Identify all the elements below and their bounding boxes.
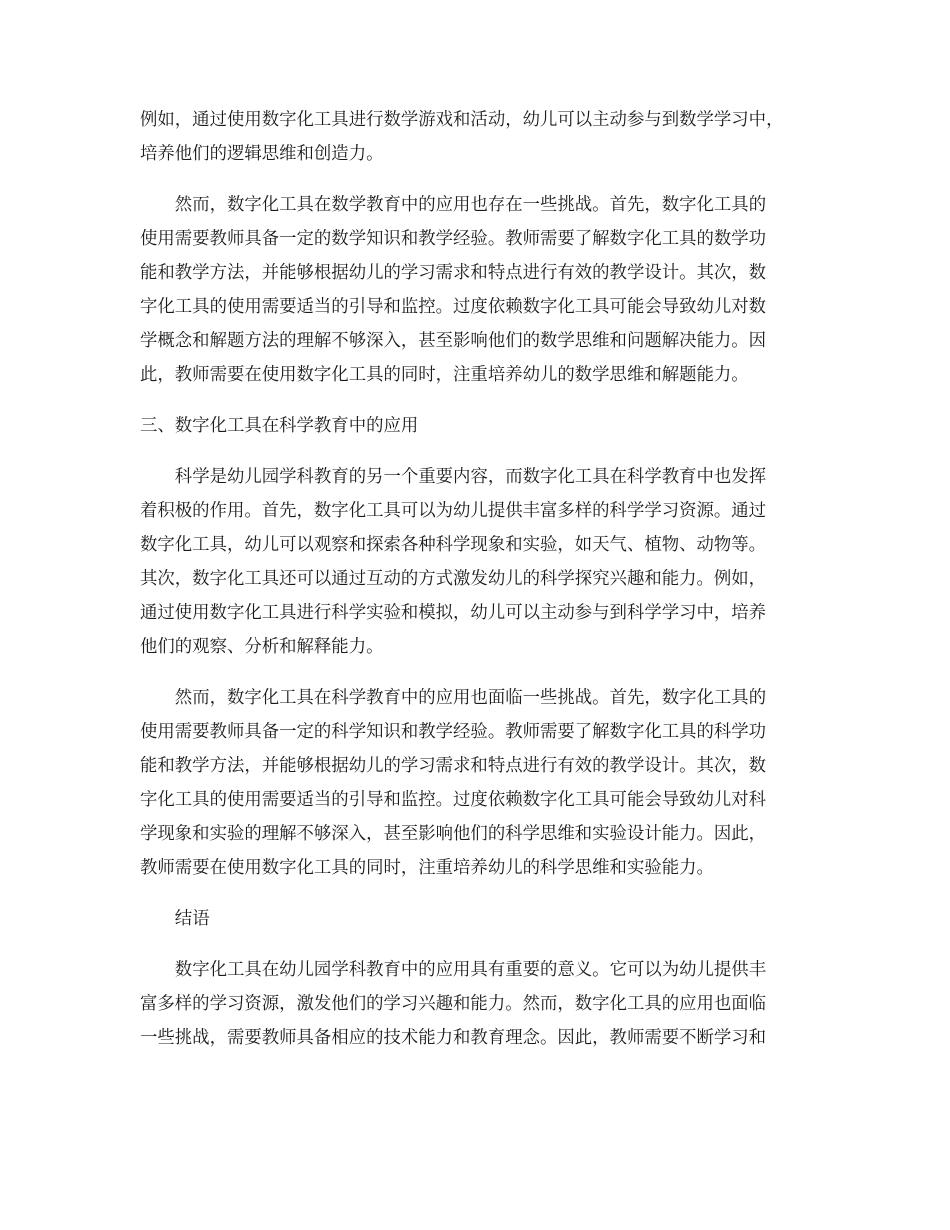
section-heading-science: 三、数字化工具在科学教育中的应用 (140, 416, 419, 436)
conclusion-heading: 结语 (174, 909, 210, 929)
paragraph-math-challenges: 然而，数字化工具在数学教育中的应用也存在一些挑战。首先，数字化工具的 使用需要教师具备一定的数学知识和教学经验。教师需要了解数字化工具的数学功 能和教学方法，并能够根据幼儿的学习需求和特点进行有效的教学设计。其次，数 字化工具的使用需要适当的引导和监控。过度依赖数字化工具可能会导致幼儿对数 学概念和解题方法的理解不够深入，甚至影响他们的数学思维和问题解决能力。因 此，教师需要在使用数字化工具的同时，注重培养幼儿的数学思维和解题能力。 (140, 195, 767, 385)
paragraph-science-challenges: 然而，数字化工具在科学教育中的应用也面临一些挑战。首先，数字化工具的 使用需要教师具备一定的科学知识和教学经验。教师需要了解数字化工具的科学功 能和教学方法，并能够根据幼儿的学习需求和特点进行有效的教学设计。其次，数 字化工具的使用需要适当的引导和监控。过度依赖数字化工具可能会导致幼儿对科 学现象和实验的理解不够深入，甚至影响他们的科学思维和实验设计能力。因此， 教师需要在使用数字化工具的同时，注重培养幼儿的科学思维和实验能力。 (140, 688, 767, 878)
document-page (140, 103, 816, 1072)
paragraph-math-example-continued: 例如，通过使用数字化工具进行数学游戏和活动，幼儿可以主动参与到数学学习中， 培养他们的逻辑思维和创造力。 (140, 110, 784, 164)
paragraph-conclusion: 数字化工具在幼儿园学科教育中的应用具有重要的意义。它可以为幼儿提供丰 富多样的学习资源，激发他们的学习兴趣和能力。然而，数字化工具的应用也面临 一些挑战，需要教师具备相应的技术能力和教育理念。因此，教师需要不断学习和 (140, 960, 767, 1048)
paragraph-science-application: 科学是幼儿园学科教育的另一个重要内容，而数字化工具在科学教育中也发挥 着积极的作用。首先，数字化工具可以为幼儿提供丰富多样的科学学习资源。通过 数字化工具，幼儿可以观察和探索各种科学现象和实验，如天气、植物、动物等。 其次，数字化工具还可以通过互动的方式激发幼儿的科学探究兴趣和能力。例如， 通过使用数字化工具进行科学实验和模拟，幼儿可以主动参与到科学学习中，培养 他们的观察、分析和解释能力。 (140, 467, 767, 657)
